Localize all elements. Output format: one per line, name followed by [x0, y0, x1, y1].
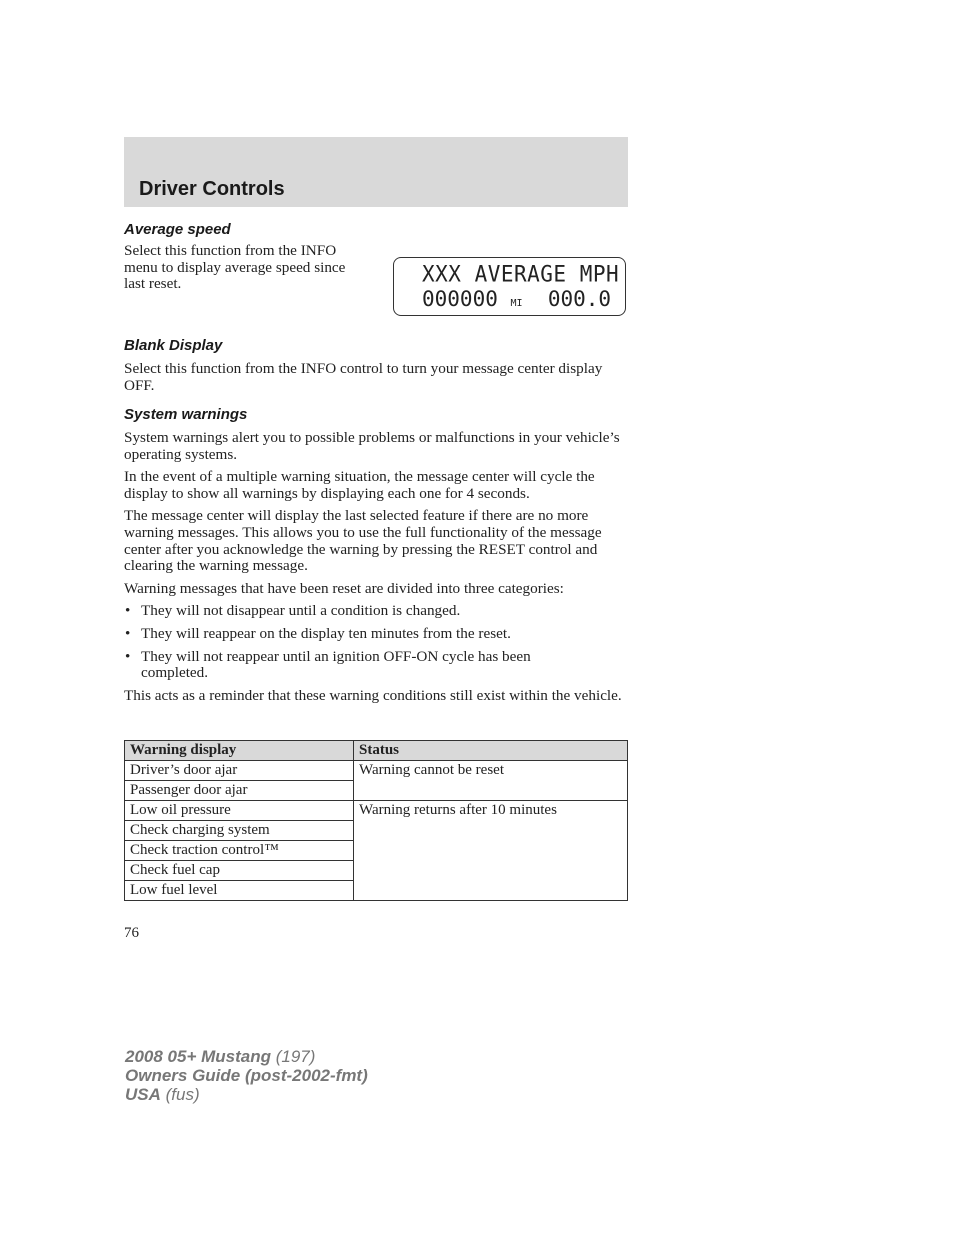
system-warnings-section: [124, 406, 628, 704]
system-warnings-paragraph: In the event of a multiple warning situation, the message center will cycle the display to show all warnings by displaying each one for 4 seconds.: [124, 468, 595, 502]
bullet-icon: •: [125, 624, 131, 642]
display-line-1: XXX AVERAGE MPH: [422, 261, 620, 287]
system-warnings-paragraph: The message center will display the last selected feature if there are no more warning messages. This allows you to use the full functionality of the message center after you acknowledge the warning by pressing the RESET control and clearing the warning message.: [124, 507, 602, 575]
blank-display-section: [124, 337, 628, 394]
table-row: [125, 801, 628, 821]
table-cell: Check charging system: [125, 821, 354, 841]
table-cell: Check fuel cap: [125, 861, 354, 881]
average-speed-heading: Average speed: [124, 221, 231, 238]
table-header-status: Status: [354, 741, 628, 761]
bullet-icon: •: [125, 647, 131, 665]
display-value: 000.0: [547, 287, 612, 311]
display-line-2: [422, 287, 611, 311]
system-warnings-heading: System warnings: [124, 406, 248, 423]
average-speed-text: [124, 243, 384, 293]
table-cell: Low fuel level: [125, 881, 354, 901]
bullet-icon: •: [125, 602, 131, 620]
system-warnings-paragraph: System warnings alert you to possible problems or malfunctions in your vehicle’s operating systems.: [124, 429, 620, 463]
table-cell-status: Warning cannot be reset: [354, 761, 628, 801]
list-item: • They will not reappear until an ignition OFF-ON cycle has been completed.: [125, 647, 531, 682]
system-warnings-paragraph: Warning messages that have been reset are divided into three categories:: [124, 579, 564, 597]
table-header-row: [125, 741, 628, 761]
blank-display-text: Select this function from the INFO control to turn your message center display OFF.: [124, 360, 603, 394]
footer-model-code: (197): [275, 1047, 316, 1066]
footer-model: 2008 05+ Mustang: [125, 1047, 271, 1066]
average-speed-text-line: last reset.: [124, 275, 182, 293]
warning-categories-list: [124, 603, 628, 681]
display-odometer: 000000: [422, 287, 498, 311]
page-number: 76: [124, 925, 139, 941]
footer-market: USA: [125, 1085, 161, 1104]
footer-market-code: (fus): [165, 1085, 200, 1104]
list-item: • They will not disappear until a condition is changed.: [125, 602, 461, 620]
table-cell: Check traction control™: [125, 841, 354, 861]
average-speed-text-line: menu to display average speed since: [124, 258, 346, 276]
footer-guide: Owners Guide (post-2002-fmt): [125, 1066, 368, 1085]
table-header-warning-display: Warning display: [125, 741, 354, 761]
table-cell-status: Warning returns after 10 minutes: [354, 801, 628, 901]
blank-display-heading: Blank Display: [124, 337, 223, 354]
average-speed-text-line: Select this function from the INFO: [124, 242, 337, 259]
table-cell: Passenger door ajar: [125, 781, 354, 801]
message-center-display: [393, 257, 626, 316]
warning-table: [124, 740, 628, 901]
system-warnings-closing: This acts as a reminder that these warning conditions still exist within the vehicle.: [124, 686, 622, 704]
table-cell: Driver’s door ajar: [125, 761, 354, 781]
document-footer: [125, 1047, 368, 1104]
table-row: [125, 761, 628, 781]
display-unit: MI: [510, 298, 523, 309]
list-item: • They will reappear on the display ten minutes from the reset.: [125, 624, 511, 642]
section-title: Driver Controls: [139, 178, 285, 200]
table-cell: Low oil pressure: [125, 801, 354, 821]
